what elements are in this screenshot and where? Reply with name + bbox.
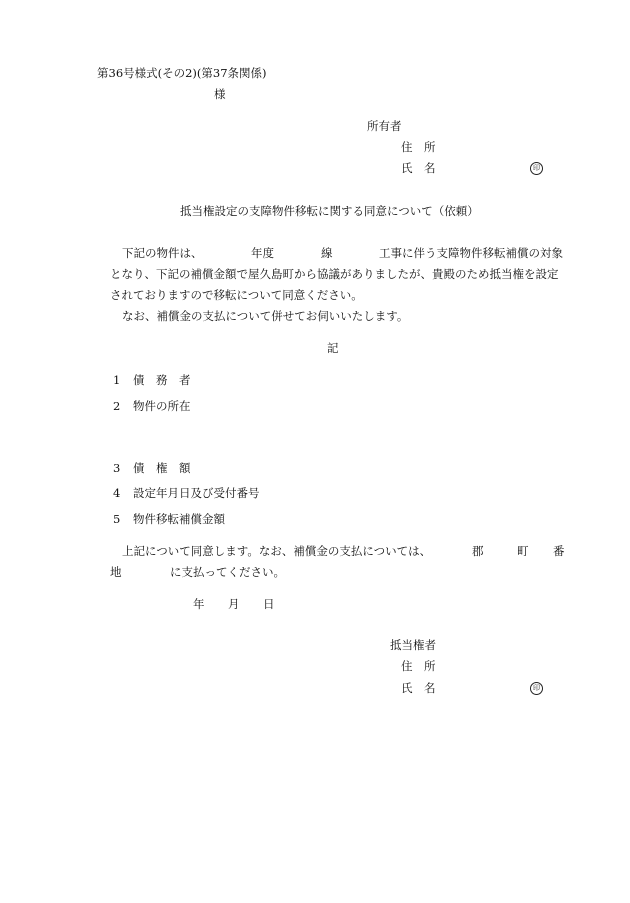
date-year: 年 (193, 597, 205, 611)
owner-address-label: 住 所 (401, 140, 436, 154)
addressee-suffix: 様 (214, 87, 226, 101)
body-line1-c: 線 (321, 246, 333, 260)
item-label: 設定年月日及び受付番号 (133, 486, 260, 500)
owner-name-label: 氏 名 (401, 161, 436, 175)
body-line2: となり、下記の補償金額で屋久島町から協議がありましたが、貴殿のため抵当権を設定 (110, 267, 559, 281)
item-number: 3 (113, 461, 121, 475)
item-debtor (113, 375, 191, 387)
consent-line1-a: 上記について同意します。なお、補償金の支払については、 (122, 544, 432, 558)
item-registration-date (113, 488, 260, 500)
consent-gun: 郡 (472, 544, 484, 558)
body-line4: なお、補償金の支払について併せてお伺いいたします。 (122, 309, 409, 323)
mortgagee-heading: 抵当権者 (390, 638, 436, 652)
form-number: 第36号様式(その2)(第37条関係) (97, 66, 267, 80)
consent-chi: 地 (110, 565, 122, 579)
consent-line2-rest: に支払ってください。 (170, 565, 285, 579)
ki-heading: 記 (327, 341, 339, 355)
item-number: 2 (113, 399, 121, 413)
consent-machi: 町 (517, 544, 529, 558)
owner-heading: 所有者 (367, 119, 402, 133)
item-claim-amount (113, 463, 191, 475)
item-label: 債 権 額 (133, 461, 191, 475)
date-month: 月 (228, 597, 240, 611)
document-title: 抵当権設定の支障物件移転に関する同意について（依頼） (180, 204, 479, 218)
item-compensation-amount (113, 514, 225, 526)
item-label: 物件の所在 (133, 399, 191, 413)
owner-seal-mark: 印 (530, 162, 543, 175)
item-number: 1 (113, 373, 121, 387)
consent-ban: 番 (553, 544, 565, 558)
date-day: 日 (263, 597, 275, 611)
body-line1-a: 下記の物件は、 (122, 246, 203, 260)
mortgagee-name-label: 氏 名 (401, 681, 436, 695)
item-number: 5 (113, 512, 121, 526)
item-label: 物件移転補償金額 (133, 512, 225, 526)
mortgagee-seal-mark: 印 (530, 682, 543, 695)
body-line1-b: 年度 (251, 246, 274, 260)
mortgagee-address-label: 住 所 (401, 659, 436, 673)
item-number: 4 (113, 486, 121, 500)
item-property-location (113, 401, 191, 413)
body-line3: されておりますので移転について同意ください。 (110, 288, 363, 302)
body-line1-d: 工事に伴う支障物件移転補償の対象 (379, 246, 563, 260)
item-label: 債 務 者 (133, 373, 191, 387)
